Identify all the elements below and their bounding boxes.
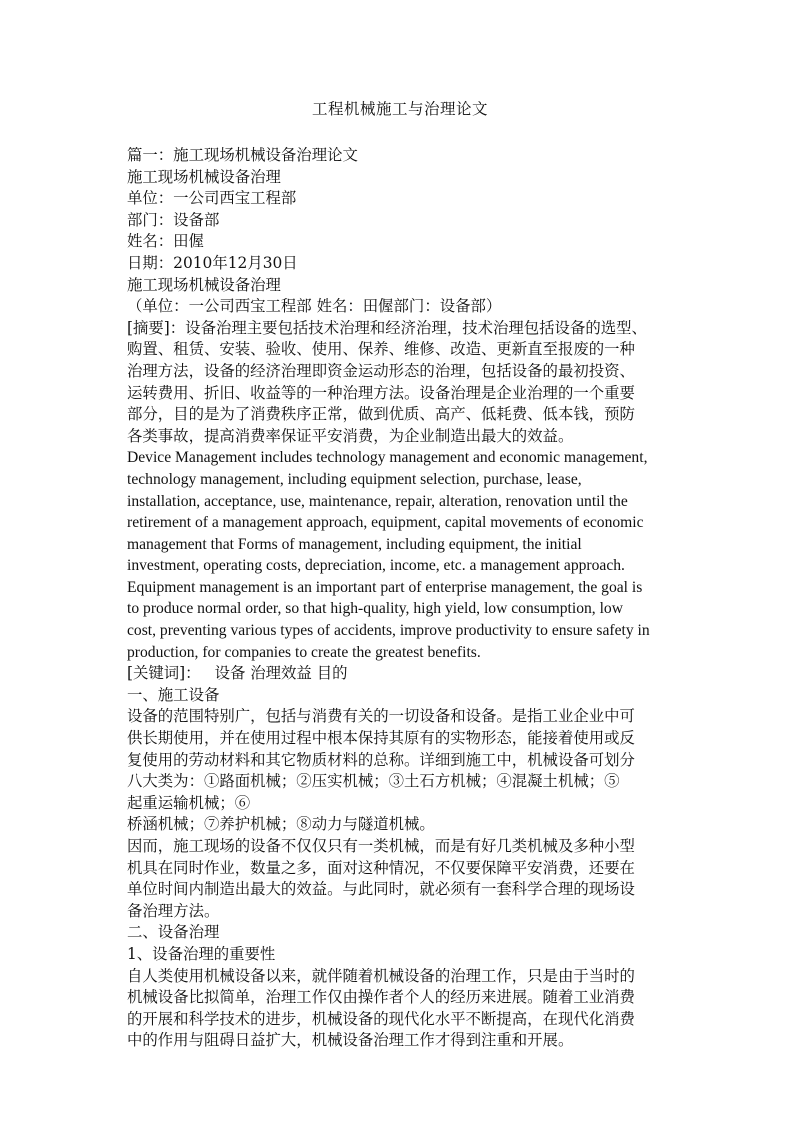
english-abstract-line: production, for companies to create the greatest benefits. [127,643,481,661]
subsection-heading: 1、设备治理的重要性 [127,944,276,963]
author-line: （单位：一公司西宝工程部 姓名：田偓部门：设备部） [127,297,502,316]
paragraph-line: 复使用的劳动材料和其它物质材料的总称。详细到施工中，机械设备可划分 [127,750,635,769]
document-title: 工程机械施工与治理论文 [311,100,488,118]
abstract-line: [摘要]：设备治理主要包括技术治理和经济治理，技术治理包括设备的选型、 [127,318,647,337]
document-body [127,145,667,1052]
abstract-line: 各类事故，提高消费率保证平安消费，为企业制造出最大的效益。 [127,426,574,445]
abstract-line: 治理方法，设备的经济治理即资金运动形态的治理，包括设备的最初投资、 [127,361,635,380]
english-abstract-line: Device Management includes technology management and economic management, [127,449,648,467]
english-abstract-line: to produce normal order, so that high-quality, high yield, low consumption, low [127,600,623,618]
author-unit: 单位：一公司西宝工程部 [127,189,297,208]
paragraph-line: 中的作用与阻碍日益扩大，机械设备治理工作才得到注重和开展。 [127,1031,574,1050]
author-name: 姓名：田偓 [127,232,204,251]
english-abstract-line: management that Forms of management, including equipment, the initial [127,535,582,553]
paper-title: 施工现场机械设备治理 [127,275,281,294]
keywords-line [127,663,667,685]
paragraph-line: 八大类为：①路面机械；②压实机械；③土石方机械；④混凝土机械；⑤ [127,772,620,791]
section-heading: 二、设备治理 [127,923,220,942]
paragraph-line: 机械设备比拟简单，治理工作仅由操作者个人的经历来进展。随着工业消费 [127,988,635,1007]
paragraph-line: 自人类使用机械设备以来，就伴随着机械设备的治理工作，只是由于当时的 [127,966,635,985]
keywords-label: [关键词]： [127,664,201,683]
paragraph-line: 单位时间内制造出最大的效益。与此同时，就必须有一套科学合理的现场设 [127,880,635,899]
paragraph-line: 施工现场机械设备治理 [127,167,281,186]
paragraph-line: 设备的范围特别广，包括与消费有关的一切设备和设备。是指工业企业中可 [127,707,635,726]
paragraph-line: 的开展和科学技术的进步，机械设备的现代化水平不断提高，在现代化消费 [127,1009,635,1028]
section-heading: 一、施工设备 [127,685,220,704]
document-date: 日期：2010年12月30日 [127,253,298,272]
paragraph-line: 起重运输机械；⑥ [127,793,251,812]
english-abstract-line: technology management, including equipment selection, purchase, lease, [127,470,582,488]
abstract-line: 购置、租赁、安装、验收、使用、保养、维修、改造、更新直至报废的一种 [127,340,635,359]
english-abstract-line: retirement of a management approach, equipment, capital movements of economic [127,514,644,532]
paragraph-line: 桥涵机械；⑦养护机械；⑧动力与隧道机械。 [127,815,435,834]
author-department: 部门：设备部 [127,210,220,229]
paragraph-line: 机具在同时作业，数量之多，面对这种情况，不仅要保障平安消费，还要在 [127,858,635,877]
paragraph-line: 供长期使用，并在使用过程中根本保持其原有的实物形态，能接着使用或反 [127,729,635,748]
paragraph-line: 备治理方法。 [127,901,220,920]
english-abstract-line: cost, preventing various types of accidents, improve productivity to ensure safety in [127,622,650,640]
english-abstract-line: Equipment management is an important part of enterprise management, the goal is [127,578,643,596]
paragraph-line: 因而，施工现场的设备不仅仅只有一类机械，而是有好几类机械及多种小型 [127,837,635,855]
english-abstract-line: investment, operating costs, depreciation, income, etc. a management approach. [127,557,625,575]
english-abstract-line: installation, acceptance, use, maintenance, repair, alteration, renovation until the [127,492,628,510]
keywords-value: 设备 治理效益 目的 [214,664,348,683]
abstract-line: 部分，目的是为了消费秩序正常，做到优质、高产、低耗费、低本钱，预防 [127,405,635,424]
abstract-line: 运转费用、折旧、收益等的一种治理方法。设备治理是企业治理的一个重要 [127,383,635,402]
section-heading: 篇一：施工现场机械设备治理论文 [127,146,358,164]
